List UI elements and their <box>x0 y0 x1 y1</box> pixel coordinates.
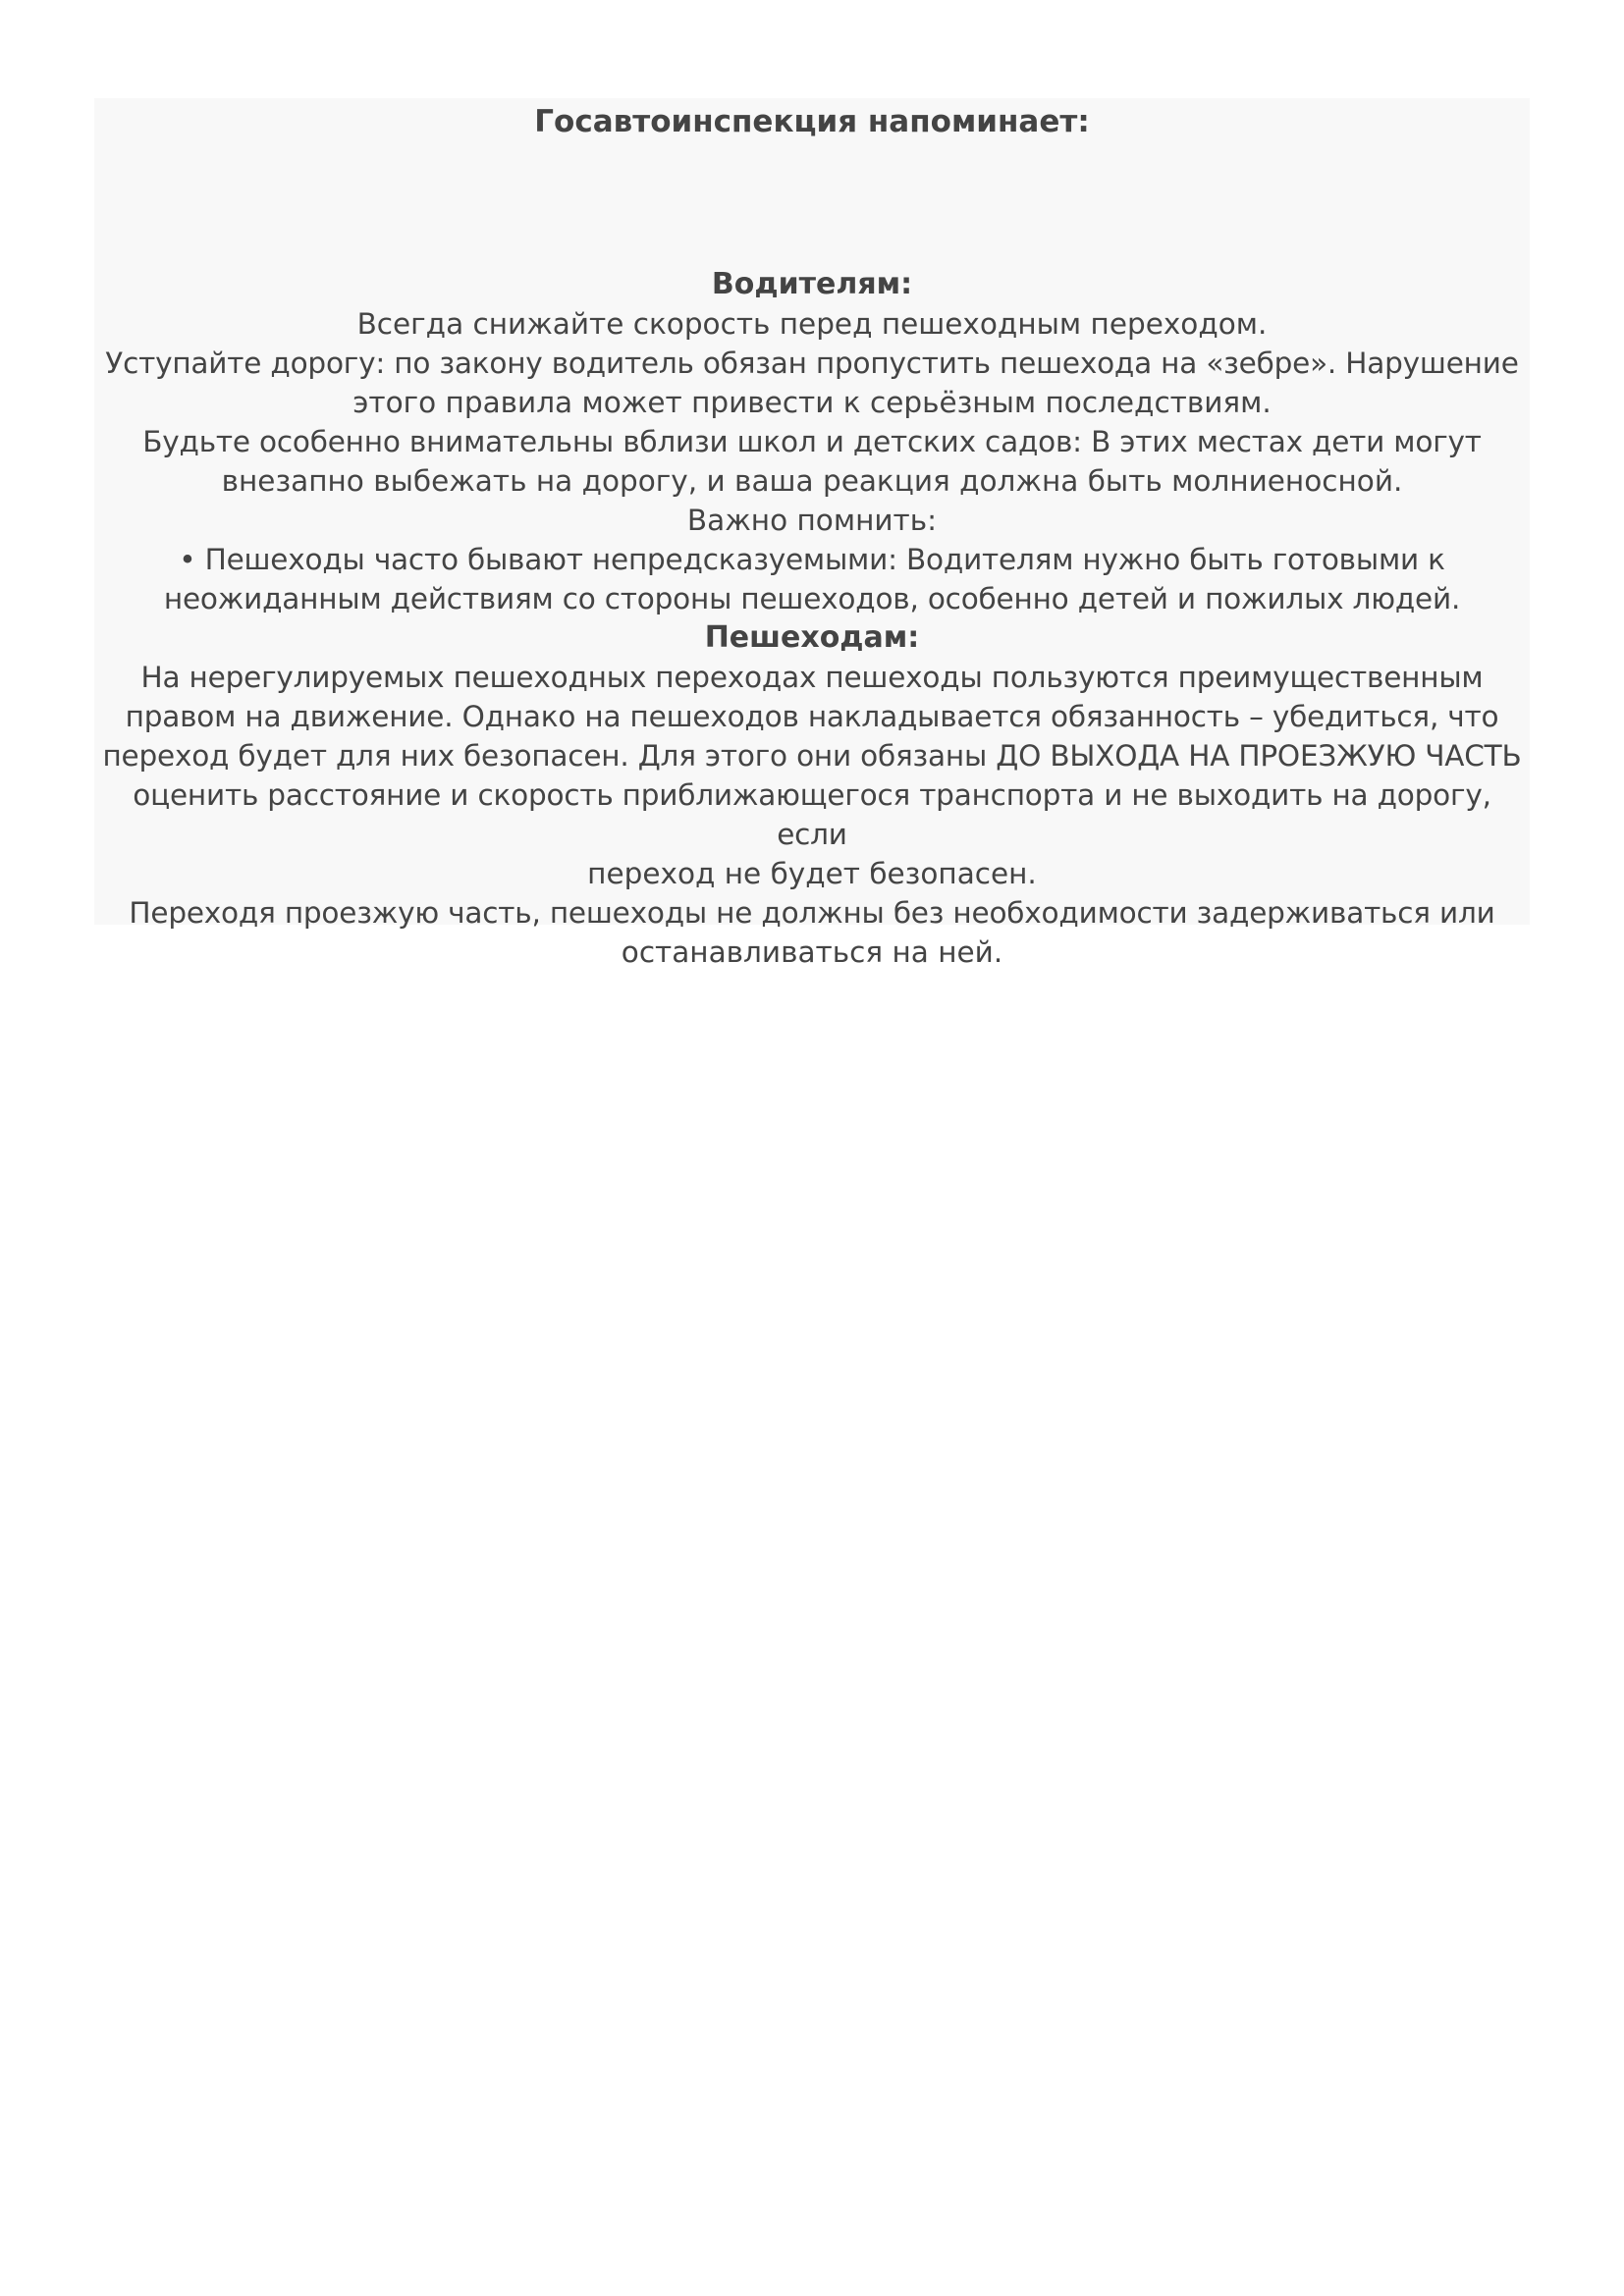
pedestrians-line: На нерегулируемых пешеходных переходах пешеходы пользуются преимущественным <box>140 661 1484 694</box>
pedestrians-line: Переходя проезжую часть, пешеходы не должны без необходимости задерживаться или <box>129 896 1495 930</box>
pedestrians-line: переход не будет безопасен. <box>587 857 1037 890</box>
pedestrians-line: переход будет для них безопасен. Для этого они обязаны ДО ВЫХОДА НА ПРОЕЗЖУЮ ЧАСТЬ <box>102 739 1522 773</box>
pedestrians-line: правом на движение. Однако на пешеходов накладывается обязанность – убедиться, что <box>125 700 1499 733</box>
drivers-bullet-line: • Пешеходы часто бывают непредсказуемыми: Водителям нужно быть готовыми к <box>179 543 1445 576</box>
drivers-line: внезапно выбежать на дорогу, и ваша реакция должна быть молниеносной. <box>221 464 1403 498</box>
drivers-line: Всегда снижайте скорость перед пешеходным переходом. <box>356 307 1268 341</box>
drivers-line: неожиданным действиям со стороны пешеходов, особенно детей и пожилых людей. <box>163 582 1461 615</box>
pedestrians-line: останавливаться на ней. <box>621 935 1003 969</box>
drivers-line: этого правила может привести к серьёзным последствиям. <box>352 386 1272 419</box>
drivers-line: Уступайте дорогу: по закону водитель обязан пропустить пешехода на «зебре». Нарушение <box>105 347 1519 380</box>
notice-block <box>94 98 1530 969</box>
drivers-line: Будьте особенно внимательны вблизи школ и детских садов: В этих местах дети могут <box>142 425 1482 458</box>
pedestrians-line: оценить расстояние и скорость приближающегося транспорта и не выходить на дорогу, если <box>133 778 1491 851</box>
pedestrians-heading: Пешеходам: <box>704 620 920 655</box>
drivers-line: Важно помнить: <box>686 504 938 537</box>
blank-space <box>100 141 1524 265</box>
notice-title: Госавтоинспекция напоминает: <box>534 104 1090 139</box>
drivers-heading: Водителям: <box>711 267 913 301</box>
